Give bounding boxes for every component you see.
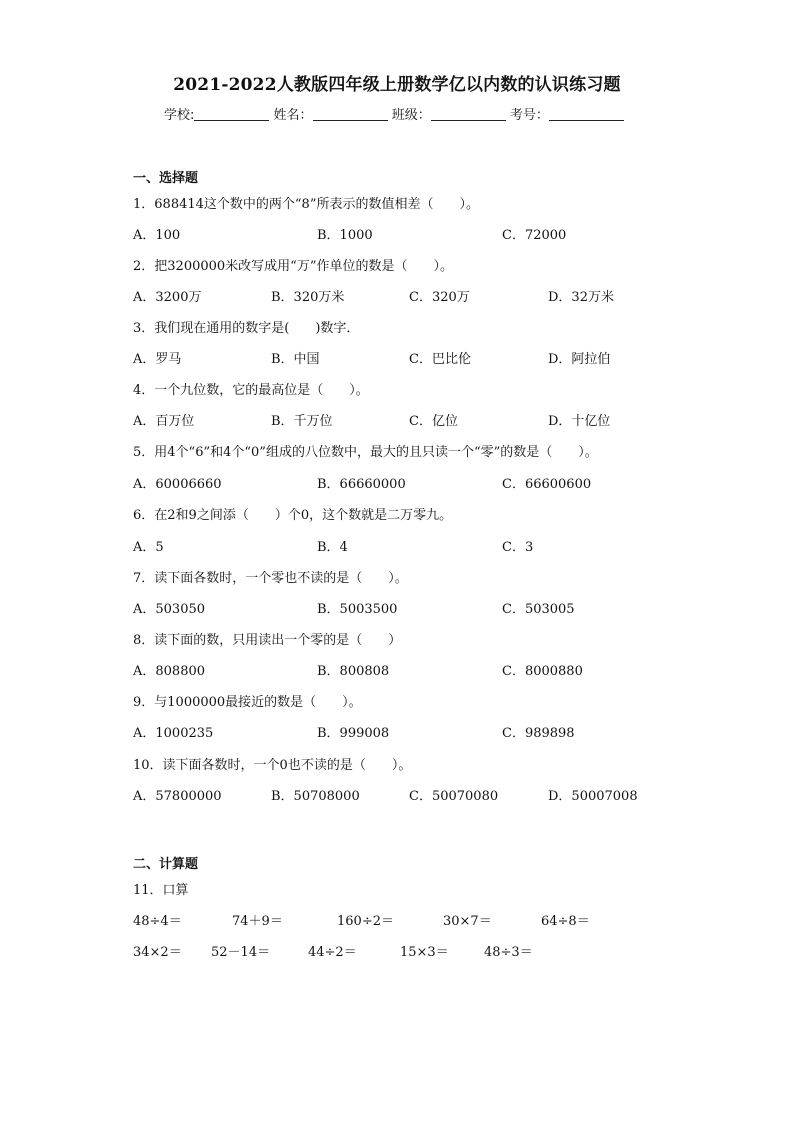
calc-item: 34×2＝ (133, 945, 182, 960)
class-blank[interactable] (431, 106, 506, 121)
question-2-option-c[interactable]: C．320万 (409, 290, 470, 305)
question-4: 4．一个九位数，它的最高位是（ ）。 (133, 383, 369, 398)
question-2-option-b[interactable]: B．320万米 (271, 290, 345, 305)
question-5-option-a[interactable]: A．60006660 (133, 477, 222, 492)
question-9: 9．与1000000最接近的数是（ ）。 (133, 695, 362, 710)
question-7-option-c[interactable]: C．503005 (502, 602, 575, 617)
question-9-option-a[interactable]: A．1000235 (133, 726, 214, 741)
question-3-option-a[interactable]: A．罗马 (133, 352, 182, 367)
calc-item: 30×7＝ (443, 914, 492, 929)
question-10: 10．读下面各数时，一个0也不读的是（ ）。 (133, 758, 412, 773)
calc-item: 64÷8＝ (541, 914, 590, 929)
question-7-option-a[interactable]: A．503050 (133, 602, 206, 617)
question-1-option-b[interactable]: B．1000 (317, 228, 373, 243)
calc-item: 44÷2＝ (308, 945, 357, 960)
question-8-option-b[interactable]: B．800808 (317, 664, 390, 679)
school-blank[interactable] (194, 106, 269, 121)
question-1: 1．688414这个数中的两个“8”所表示的数值相差（ ）。 (133, 197, 479, 212)
calc-item: 160÷2＝ (337, 914, 394, 929)
question-6-option-c[interactable]: C．3 (502, 540, 534, 555)
question-3: 3．我们现在通用的数字是( )数字． (133, 321, 360, 336)
question-4-option-b[interactable]: B．千万位 (271, 414, 333, 429)
question-2: 2．把3200000米改写成用“万”作单位的数是（ ）。 (133, 259, 453, 274)
calc-item: 48÷3＝ (484, 945, 533, 960)
question-5-option-b[interactable]: B．66660000 (317, 477, 406, 492)
question-3-option-c[interactable]: C．巴比伦 (409, 352, 471, 367)
question-10-option-a[interactable]: A．57800000 (133, 789, 222, 804)
question-6: 6．在2和9之间添（ ）个0，这个数就是二万零九。 (133, 508, 453, 523)
question-7-option-b[interactable]: B．5003500 (317, 602, 398, 617)
question-4-option-a[interactable]: A．百万位 (133, 414, 195, 429)
question-10-option-d[interactable]: D．50007008 (548, 789, 638, 804)
question-10-option-b[interactable]: B．50708000 (271, 789, 360, 804)
name-blank[interactable] (313, 106, 388, 121)
student-info-line (164, 104, 624, 123)
calc-item: 74＋9＝ (232, 914, 283, 929)
question-11: 11．口算 (133, 883, 189, 898)
page-title: 2021-2022人教版四年级上册数学亿以内数的认识练习题 (173, 75, 621, 95)
calc-item: 15×3＝ (400, 945, 449, 960)
exam-number-blank[interactable] (549, 106, 624, 121)
school-label: 学校: (164, 108, 195, 123)
question-4-option-d[interactable]: D．十亿位 (548, 414, 611, 429)
calc-item: 52－14＝ (211, 945, 271, 960)
exam-number-label: 考号： (509, 108, 549, 123)
question-10-option-c[interactable]: C．50070080 (409, 789, 499, 804)
question-4-option-c[interactable]: C．亿位 (409, 414, 458, 429)
question-3-option-b[interactable]: B．中国 (271, 352, 320, 367)
question-8-option-a[interactable]: A．808800 (133, 664, 206, 679)
question-3-option-d[interactable]: D．阿拉伯 (548, 352, 611, 367)
question-2-option-d[interactable]: D．32万米 (548, 290, 614, 305)
question-6-option-b[interactable]: B．4 (317, 540, 348, 555)
class-label: 班级： (391, 108, 431, 123)
question-2-option-a[interactable]: A．3200万 (133, 290, 202, 305)
section-heading-choice: 一、选择题 (133, 171, 199, 186)
question-9-option-b[interactable]: B．999008 (317, 726, 390, 741)
name-label: 姓名： (273, 108, 313, 123)
section-heading-calculation: 二、计算题 (133, 857, 199, 872)
question-8-option-c[interactable]: C．8000880 (502, 664, 583, 679)
question-1-option-a[interactable]: A．100 (133, 228, 181, 243)
calc-item: 48÷4＝ (133, 914, 182, 929)
question-5-option-c[interactable]: C．66600600 (502, 477, 592, 492)
question-1-option-c[interactable]: C．72000 (502, 228, 567, 243)
question-9-option-c[interactable]: C．989898 (502, 726, 575, 741)
question-8: 8．读下面的数，只用读出一个零的是（ ） (133, 633, 402, 648)
question-5: 5．用4个“6”和4个“0”组成的八位数中，最大的且只读一个“零”的数是（ ）。 (133, 445, 598, 460)
question-6-option-a[interactable]: A．5 (133, 540, 164, 555)
question-7: 7．读下面各数时，一个零也不读的是（ ）。 (133, 571, 408, 586)
